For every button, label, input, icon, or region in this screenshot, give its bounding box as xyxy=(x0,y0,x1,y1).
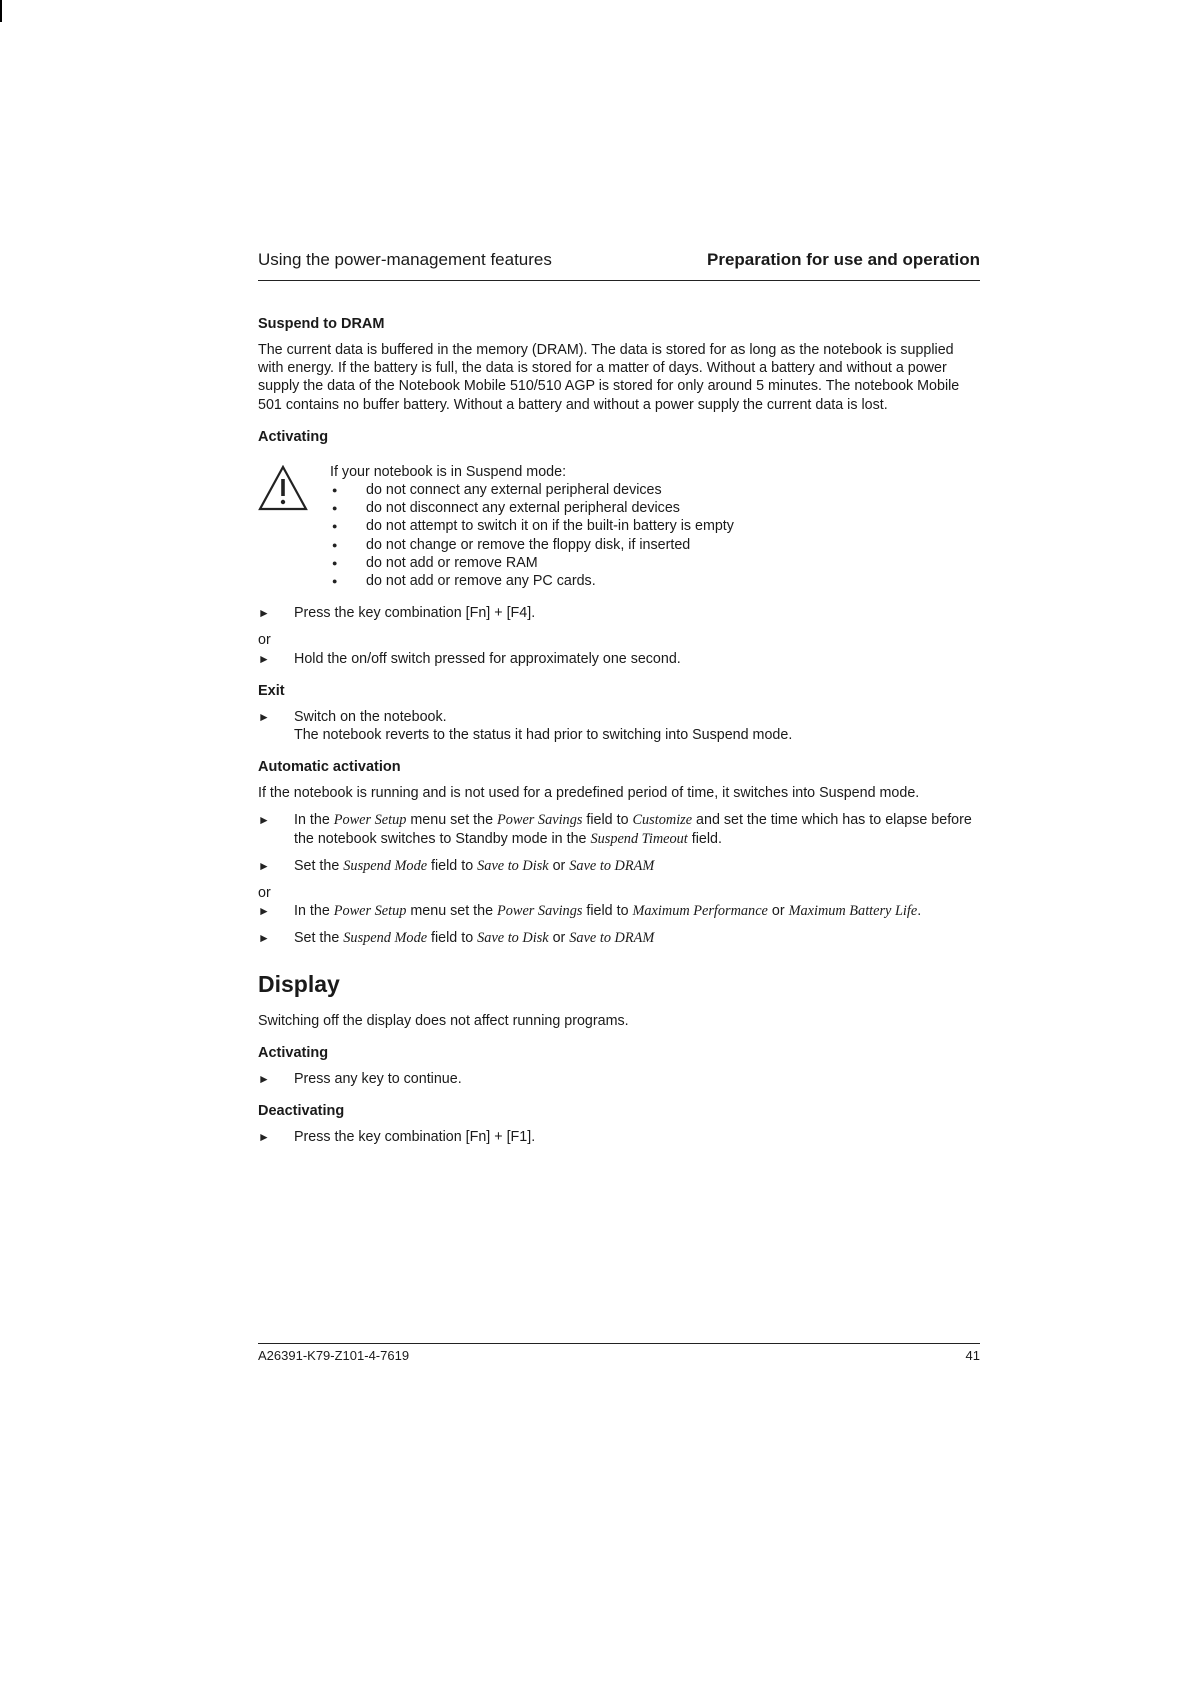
step-customize-timeout: ► In the Power Setup menu set the Power Savings field to Customize and set the time which has to elapse before the notebook switches to Standby mode in the Suspend Timeout field. xyxy=(258,812,972,847)
page-footer xyxy=(258,1343,980,1363)
triangle-arrow-icon: ► xyxy=(258,1130,270,1145)
triangle-arrow-icon: ► xyxy=(258,931,270,946)
page-content xyxy=(258,315,980,1146)
page-number: 41 xyxy=(965,1348,980,1363)
list-item: ● do not add or remove any PC cards. xyxy=(366,572,980,590)
list-item: ● do not change or remove the floppy disk, if inserted xyxy=(366,536,980,554)
display-heading: Display xyxy=(258,970,340,997)
suspend-paragraph: The current data is buffered in the memory (DRAM). The data is stored for as long as the notebook is supplied with energy. If the battery is full, the data is stored for a matter of days. Without a battery and without a power supply the data of the Notebook Mobile 510/510 AGP is stored for only around 5 minutes. The notebook Mobile 501 contains no buffer battery. Without a battery and without a power supply the current data is lost. xyxy=(258,342,960,413)
step-exit: ► Switch on the notebook. The notebook reverts to the status it had prior to switching into Suspend mode. xyxy=(258,708,793,744)
triangle-arrow-icon: ► xyxy=(258,651,270,666)
or-separator: or xyxy=(258,632,271,649)
triangle-arrow-icon: ► xyxy=(258,904,270,919)
step-press-any-key: ► Press any key to continue. xyxy=(258,1070,462,1087)
triangle-arrow-icon: ► xyxy=(258,813,270,828)
triangle-arrow-icon: ► xyxy=(258,1071,270,1086)
display-paragraph: Switching off the display does not affect running programs. xyxy=(258,1012,629,1029)
step-key-combination: ► Press the key combination [Fn] + [F4]. xyxy=(258,605,536,622)
document-number: A26391-K79-Z101-4-7619 xyxy=(258,1348,410,1363)
suspend-heading: Suspend to DRAM xyxy=(258,316,385,332)
activating-heading: Activating xyxy=(258,428,329,445)
list-item: ● do not add or remove RAM xyxy=(366,554,980,572)
display-deactivating-heading: Deactivating xyxy=(258,1103,345,1120)
or-separator: or xyxy=(258,885,271,902)
triangle-arrow-icon: ► xyxy=(258,858,270,873)
display-activating-heading: Activating xyxy=(258,1044,329,1061)
step-fn-f1: ► Press the key combination [Fn] + [F1]. xyxy=(258,1129,536,1146)
warning-block xyxy=(258,463,980,590)
step-suspend-mode-1: ► Set the Suspend Mode field to Save to Disk or Save to DRAM xyxy=(258,857,655,874)
triangle-arrow-icon: ► xyxy=(258,606,270,621)
step-hold-switch: ► Hold the on/off switch pressed for approximately one second. xyxy=(258,650,681,667)
list-item: ● do not connect any external peripheral devices xyxy=(366,481,980,499)
list-item: ● do not disconnect any external peripheral devices xyxy=(366,499,980,517)
automatic-activation-heading: Automatic activation xyxy=(258,759,401,776)
header-section-title: Using the power-management features xyxy=(258,250,552,269)
list-item: ● do not attempt to switch it on if the built-in battery is empty xyxy=(366,517,980,535)
warning-triangle-icon xyxy=(258,465,308,511)
exit-heading: Exit xyxy=(258,682,285,699)
corner-mark xyxy=(0,0,2,22)
triangle-arrow-icon: ► xyxy=(258,709,270,724)
warning-list xyxy=(330,481,980,590)
warning-intro: If your notebook is in Suspend mode: xyxy=(330,463,567,480)
header-chapter-title: Preparation for use and operation xyxy=(707,250,980,269)
exit-result: The notebook reverts to the status it had prior to switching into Suspend mode. xyxy=(294,727,793,744)
page-header xyxy=(258,250,980,281)
step-suspend-mode-2: ► Set the Suspend Mode field to Save to Disk or Save to DRAM xyxy=(258,930,655,947)
automatic-activation-paragraph: If the notebook is running and is not used for a predefined period of time, it switches into Suspend mode. xyxy=(258,785,920,802)
step-max-performance: ► In the Power Setup menu set the Power Savings field to Maximum Performance or Maximum Battery Life. xyxy=(258,903,922,920)
